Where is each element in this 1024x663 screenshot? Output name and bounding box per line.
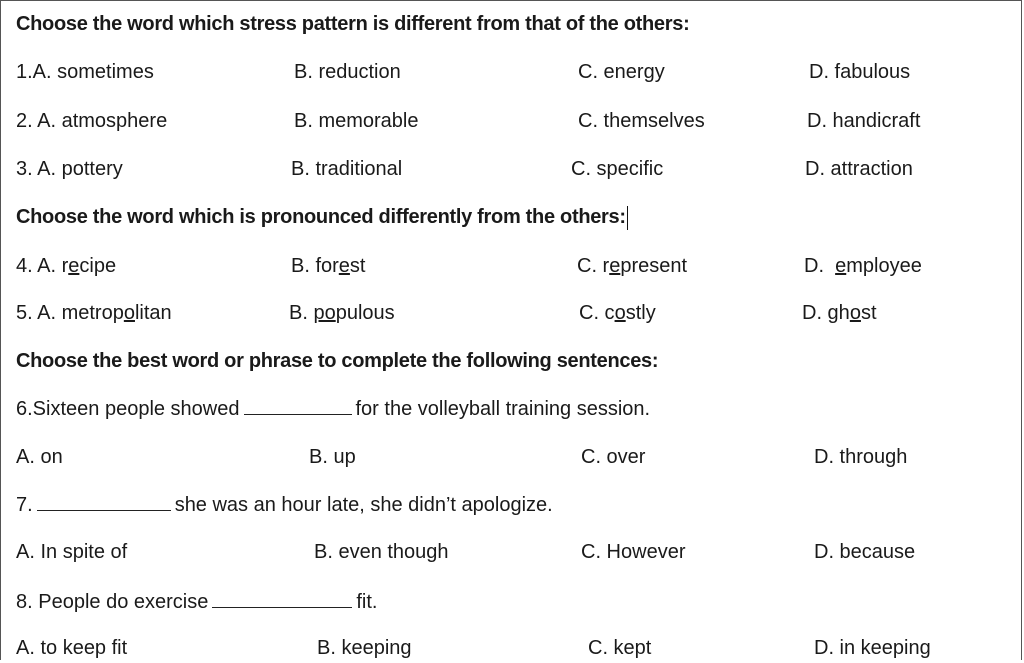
heading-complete: Choose the best word or phrase to complete the following sentences: [16,350,659,372]
heading-pronounce: Choose the word which is pronounced differently from the others: [1,202,1021,232]
q3-option-c[interactable]: C. specific [571,158,664,180]
q5-option-c[interactable]: C. costly [579,302,656,324]
question-5 [1,298,1021,328]
q5-option-b[interactable]: B. populous [289,302,395,324]
question-6-stem: 6.Sixteen people showed for the volleyball training session. [1,394,1021,424]
q7-option-b[interactable]: B. even though [314,541,449,563]
q6-option-d[interactable]: D. through [814,446,908,468]
q7-option-c[interactable]: C. However [581,541,686,563]
q6-option-b[interactable]: B. up [309,446,356,468]
q5-option-a[interactable]: 5. A. metropolitan [16,302,172,324]
q7-option-d[interactable]: D. because [814,541,916,563]
q8-option-b[interactable]: B. keeping [317,637,412,659]
q4-option-c[interactable]: C. represent [577,255,688,277]
q1-option-d[interactable]: D. fabulous [809,61,911,83]
q8-blank[interactable] [212,587,352,608]
heading-stress: Choose the word which stress pattern is different from that of the others: [16,13,690,35]
q4-option-b[interactable]: B. forest [291,255,366,277]
q1-option-a[interactable]: 1.A. sometimes [16,61,154,83]
question-8-stem: 8. People do exercise fit. [1,587,1021,617]
text-cursor [627,206,629,230]
q2-option-c[interactable]: C. themselves [578,110,705,132]
question-1 [1,57,1021,87]
question-2 [1,106,1021,136]
question-8-options [1,633,1021,663]
q3-option-a[interactable]: 3. A. pottery [16,158,123,180]
q7-option-a[interactable]: A. In spite of [16,541,128,563]
q6-option-a[interactable]: A. on [16,446,63,468]
q2-option-d[interactable]: D. handicraft [807,110,921,132]
question-4 [1,251,1021,281]
question-7-stem: 7. she was an hour late, she didn’t apologize. [1,490,1021,520]
q2-option-a[interactable]: 2. A. atmosphere [16,110,168,132]
question-7-options [1,537,1021,567]
q4-option-a[interactable]: 4. A. recipe [16,255,117,277]
q3-option-d[interactable]: D. attraction [805,158,913,180]
question-3 [1,154,1021,184]
q1-option-c[interactable]: C. energy [578,61,665,83]
q1-option-b[interactable]: B. reduction [294,61,401,83]
question-6-options [1,442,1021,472]
q2-option-b[interactable]: B. memorable [294,110,419,132]
q4-option-d[interactable]: D. employee [804,255,922,277]
q3-option-b[interactable]: B. traditional [291,158,403,180]
q5-option-d[interactable]: D. ghost [802,302,877,324]
q6-blank[interactable] [244,394,352,415]
q7-blank[interactable] [37,490,171,511]
q8-option-c[interactable]: C. kept [588,637,652,659]
q6-option-c[interactable]: C. over [581,446,646,468]
q8-option-d[interactable]: D. in keeping [814,637,931,659]
q8-option-a[interactable]: A. to keep fit [16,637,128,659]
